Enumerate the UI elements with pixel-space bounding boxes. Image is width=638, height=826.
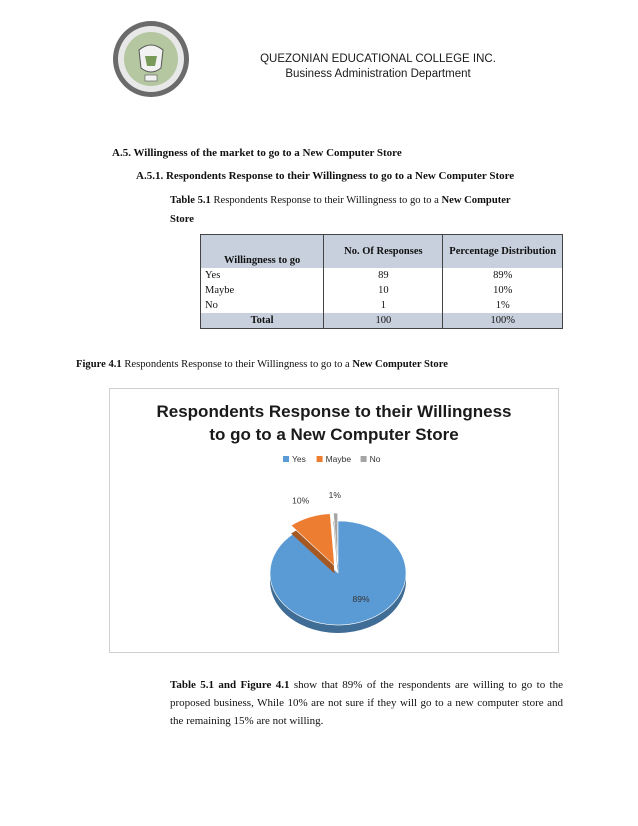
pie-slice-yes xyxy=(270,521,406,625)
legend-swatch-yes xyxy=(283,456,289,462)
chart-title-line2: to go to a New Computer Store xyxy=(209,425,459,444)
figure-caption-text: Respondents Response to their Willingness to go to a xyxy=(121,359,353,370)
pie-label-maybe: 10% xyxy=(292,495,310,506)
table-row xyxy=(201,268,563,283)
legend-label-yes: Yes xyxy=(292,454,306,464)
row-responses: 10 xyxy=(324,283,443,298)
row-label: Yes xyxy=(201,268,324,283)
pie-label-no: 1% xyxy=(328,489,341,500)
college-name: QUEZONIAN EDUCATIONAL COLLEGE INC. xyxy=(260,53,496,65)
pie-chart-frame xyxy=(109,388,559,653)
figure-caption xyxy=(76,355,448,374)
table-caption-line2: Store xyxy=(170,214,194,225)
row-label: No xyxy=(201,298,324,313)
total-percent: 100% xyxy=(443,313,563,329)
body-paragraph xyxy=(170,676,563,730)
pie-slices xyxy=(270,513,406,633)
table-caption-label: Table 5.1 xyxy=(170,195,211,206)
legend-label-no: No xyxy=(369,454,381,464)
legend-label-maybe: Maybe xyxy=(325,454,352,464)
chart-title-line1: Respondents Response to their Willingness xyxy=(156,402,512,421)
responses-table xyxy=(200,234,563,329)
figure-caption-bold-tail: New Computer Store xyxy=(352,359,448,370)
legend-swatch-maybe xyxy=(317,456,323,462)
pie-label-yes: 89% xyxy=(352,594,370,604)
header-responses: No. Of Responses xyxy=(324,235,443,268)
body-text: show that 89% of the respondents are willing to go to the proposed business, While 10% are not sure if they will go to a new computer store and the remaining 15% are not willing. xyxy=(170,679,563,727)
department-name: Business Administration Department xyxy=(285,68,471,80)
table-total-row xyxy=(201,313,563,329)
row-percent: 10% xyxy=(443,283,563,298)
total-label: Total xyxy=(201,313,324,329)
legend-swatch-no xyxy=(361,456,367,462)
college-seal-logo xyxy=(112,20,190,98)
table-caption xyxy=(170,191,560,229)
table-row xyxy=(201,283,563,298)
body-bold-lead: Table 5.1 and Figure 4.1 xyxy=(170,679,290,691)
row-percent: 1% xyxy=(443,298,563,313)
table-caption-bold-tail: New Computer xyxy=(441,195,511,206)
section-heading: A.5. Willingness of the market to go to a New Computer Store xyxy=(112,147,402,159)
header-willingness: Willingness to go xyxy=(201,235,324,268)
table-caption-text: Respondents Response to their Willingness to go to a xyxy=(210,195,442,206)
table-row xyxy=(201,298,563,313)
subsection-heading: A.5.1. Respondents Response to their Willingness to go to a New Computer Store xyxy=(136,170,515,182)
figure-caption-label: Figure 4.1 xyxy=(76,359,122,370)
pie-chart xyxy=(110,389,558,652)
row-label: Maybe xyxy=(201,283,324,298)
row-percent: 89% xyxy=(443,268,563,283)
header-percentage: Percentage Distribution xyxy=(443,235,563,268)
chart-legend xyxy=(283,454,381,464)
row-responses: 1 xyxy=(324,298,443,313)
row-responses: 89 xyxy=(324,268,443,283)
total-responses: 100 xyxy=(324,313,443,329)
